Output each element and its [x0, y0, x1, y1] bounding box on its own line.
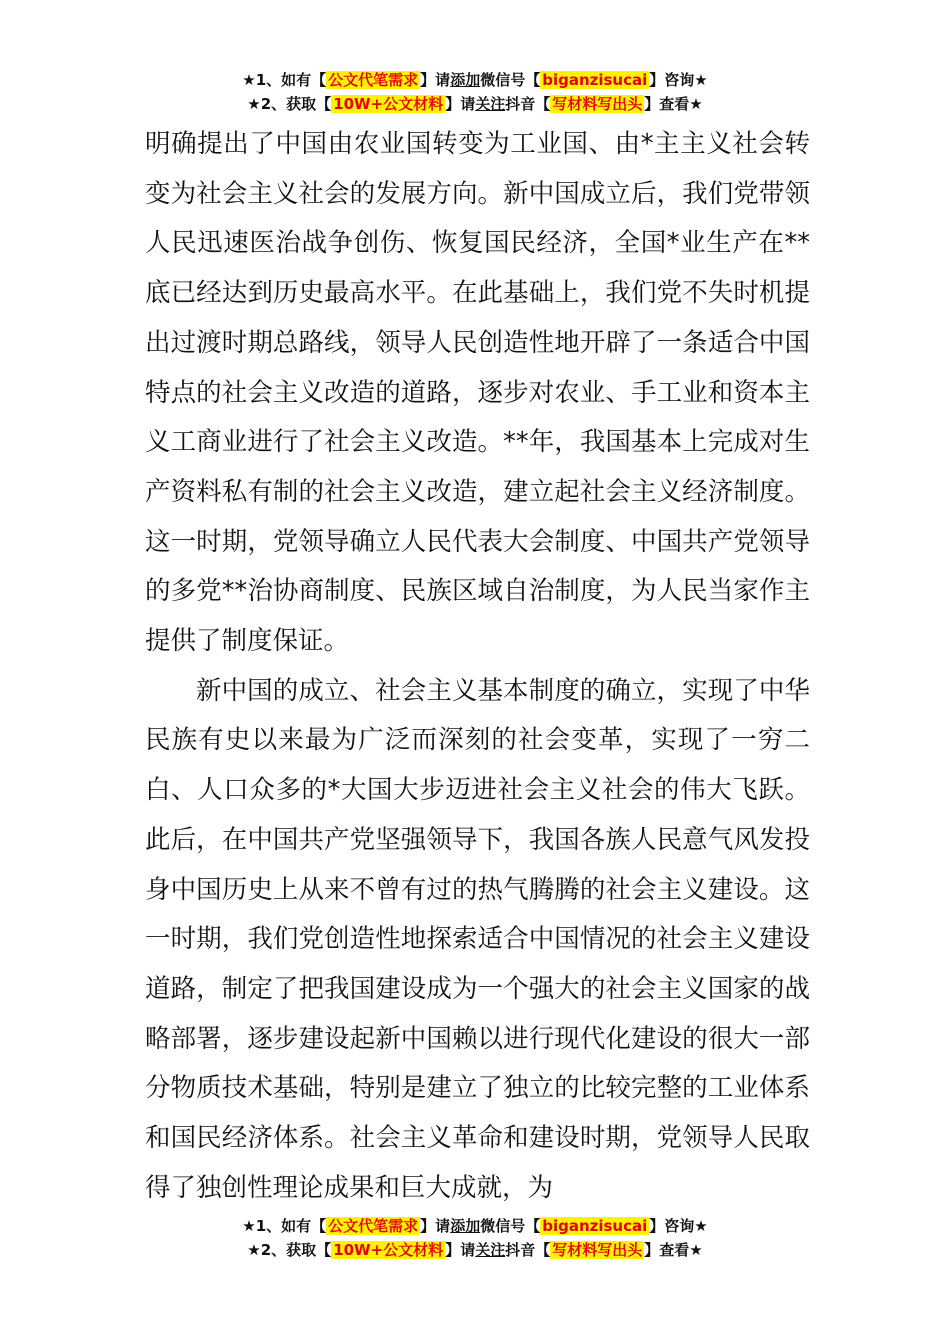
banner-text: ★1、如有【 — [242, 1217, 327, 1235]
highlight-douyin-account: 写材料写出头 — [552, 1241, 643, 1259]
highlight-wechat-id: biganzisucai — [542, 1217, 648, 1235]
banner-text: 抖音【 — [505, 1241, 551, 1259]
banner-text: ★1、如有【 — [242, 71, 327, 89]
banner-underline-text: 添加 — [450, 71, 481, 89]
header-banner — [0, 68, 950, 116]
banner-text: 】请 — [445, 1241, 476, 1259]
banner-text: 微信号【 — [480, 71, 541, 89]
banner-text: 】咨询★ — [649, 71, 708, 89]
banner-text: 抖音【 — [505, 95, 551, 113]
highlight-service: 公文代笔需求 — [328, 1217, 419, 1235]
highlight-service: 公文代笔需求 — [328, 71, 419, 89]
banner-text: 】查看★ — [644, 1241, 703, 1259]
highlight-douyin-account: 写材料写出头 — [552, 95, 643, 113]
footer-banner — [0, 1214, 950, 1262]
banner-line-1 — [0, 1214, 950, 1238]
banner-text: 】查看★ — [644, 95, 703, 113]
banner-underline-text: 关注 — [475, 1241, 506, 1259]
highlight-materials: 10W+公文材料 — [333, 95, 444, 113]
banner-line-2 — [0, 92, 950, 116]
banner-text: 】请 — [420, 71, 451, 89]
banner-underline-text: 添加 — [450, 1217, 481, 1235]
highlight-wechat-id: biganzisucai — [542, 71, 648, 89]
banner-text: 】请 — [420, 1217, 451, 1235]
document-body — [145, 120, 810, 1213]
banner-line-2 — [0, 1238, 950, 1262]
banner-text: 微信号【 — [480, 1217, 541, 1235]
banner-text: ★2、获取【 — [247, 95, 332, 113]
banner-text: ★2、获取【 — [247, 1241, 332, 1259]
banner-text: 】请 — [445, 95, 476, 113]
highlight-materials: 10W+公文材料 — [333, 1241, 444, 1259]
paragraph-1: 明确提出了中国由农业国转变为工业国、由*主主义社会转变为社会主义社会的发展方向。新中国成立后，我们党带领人民迅速医治战争创伤、恢复国民经济，全国*业生产在**底已经达到历史最高水平。在此基础上，我们党不失时机提出过渡时期总路线，领导人民创造性地开辟了一条适合中国特点的社会主义改造的道路，逐步对农业、手工业和资本主义工商业进行了社会主义改造。**年，我国基本上完成对生产资料私有制的社会主义改造，建立起社会主义经济制度。这一时期，党领导确立人民代表大会制度、中国共产党领导的多党**治协商制度、民族区域自治制度，为人民当家作主提供了制度保证。 — [145, 129, 810, 657]
banner-line-1 — [0, 68, 950, 92]
banner-text: 】咨询★ — [649, 1217, 708, 1235]
paragraph-2: 新中国的成立、社会主义基本制度的确立，实现了中华民族有史以来最为广泛而深刻的社会变革，实现了一穷二白、人口众多的*大国大步迈进社会主义社会的伟大飞跃。此后，在中国共产党坚强领导下，我国各族人民意气风发投身中国历史上从来不曾有过的热气腾腾的社会主义建设。这一时期，我们党创造性地探索适合中国情况的社会主义建设道路，制定了把我国建设成为一个强大的社会主义国家的战略部署，逐步建设起新中国赖以进行现代化建设的很大一部分物质技术基础，特别是建立了独立的比较完整的工业体系和国民经济体系。社会主义革命和建设时期，党领导人民取得了独创性理论成果和巨大成就，为 — [145, 675, 810, 1203]
banner-underline-text: 关注 — [475, 95, 506, 113]
